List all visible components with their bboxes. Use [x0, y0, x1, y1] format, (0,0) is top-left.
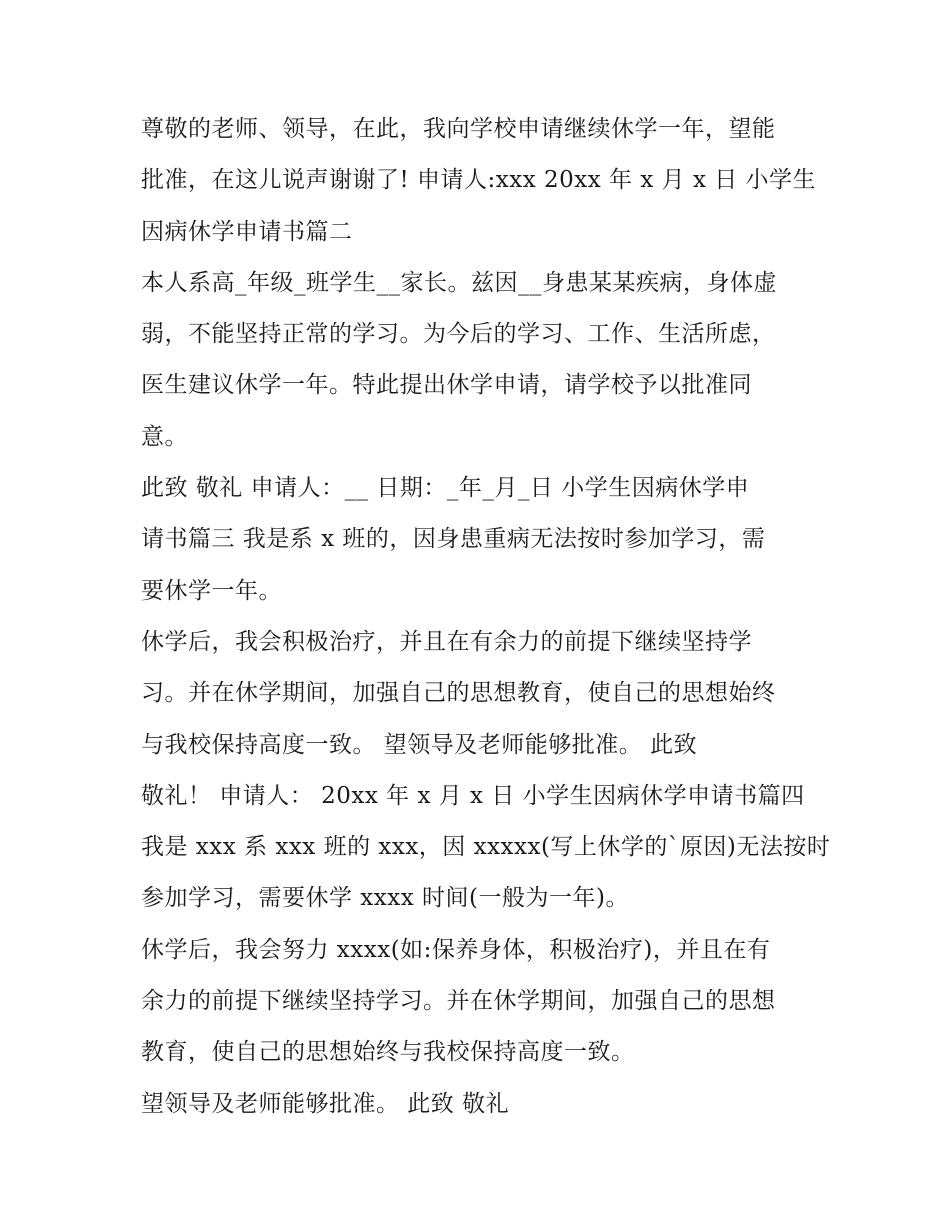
text-line: 习。并在休学期间，加强自己的思想教育，使自己的思想始终: [141, 680, 776, 707]
text-line: 因病休学申请书篇二: [141, 218, 353, 245]
text-line: 尊敬的老师、领导，在此，我向学校申请继续休学一年，望能: [141, 116, 776, 142]
text-line: 敬礼！ 申请人： 20xx 年 x 月 x 日 小学生因病休学申请书篇四: [141, 782, 805, 809]
text-line: 余力的前提下继续坚持学习。并在休学期间，加强自己的思想: [141, 988, 776, 1015]
document-body: [141, 104, 831, 1130]
text-line: 本人系高_年级_班学生__家长。兹因__身患某某疾病，身体虚: [141, 269, 777, 296]
text-line: 与我校保持高度一致。 望领导及老师能够批准。 此致: [141, 731, 698, 758]
text-line: 医生建议休学一年。特此提出休学申请，请学校予以批准同: [141, 372, 752, 399]
text-line: 休学后，我会积极治疗，并且在有余力的前提下继续坚持学: [141, 628, 752, 655]
text-line: 请书篇三 我是系 x 班的，因身患重病无法按时参加学习，需: [141, 526, 766, 553]
text-line: 我是 xxx 系 xxx 班的 xxx，因 xxxxx(写上休学的`原因)无法按时: [141, 834, 831, 861]
text-line: 参加学习，需要休学 xxxx 时间(一般为一年)。: [141, 885, 629, 912]
text-line: 望领导及老师能够批准。 此致 敬礼: [141, 1090, 510, 1117]
text-line: 意。: [141, 423, 188, 450]
text-line: 弱，不能坚持正常的学习。为今后的学习、工作、生活所虑，: [141, 321, 776, 348]
text-line: 教育，使自己的思想始终与我校保持高度一致。: [141, 1039, 635, 1066]
text-line: 休学后，我会努力 xxxx(如:保养身体，积极治疗)，并且在有: [141, 936, 771, 963]
text-line: 批准，在这儿说声谢谢了! 申请人:xxx 20xx 年 x 月 x 日 小学生: [141, 167, 817, 194]
text-line: 此致 敬礼 申请人：__ 日期：_年_月_日 小学生因病休学申: [141, 475, 750, 502]
text-line: 要休学一年。: [141, 577, 282, 604]
